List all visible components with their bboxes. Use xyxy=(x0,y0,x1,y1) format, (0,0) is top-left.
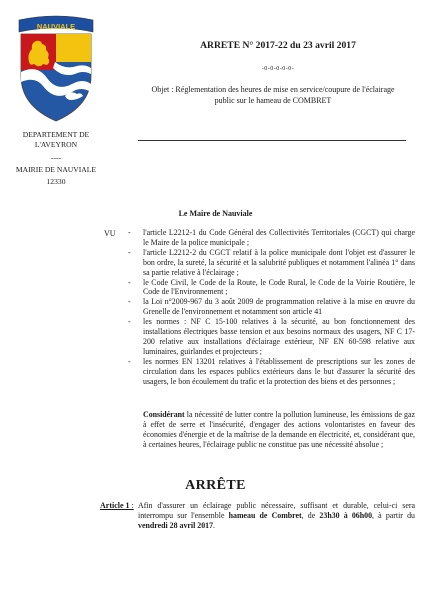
vu-label: VU xyxy=(104,229,116,238)
department-line2: L'AVEYRON xyxy=(34,139,78,149)
cutoff-hours: 23h30 à 06h00 xyxy=(319,511,373,520)
title-separator: -0-0-0-0-0- xyxy=(261,66,295,72)
effective-date: vendredi 28 avril 2017 xyxy=(138,521,214,530)
maire-title: Le Maire de Nauviale xyxy=(178,209,253,218)
bullet-dash: - xyxy=(128,297,131,307)
considerant-paragraph xyxy=(143,410,415,450)
header-rule xyxy=(138,140,406,141)
postal-code: 12330 xyxy=(46,177,66,187)
objet-line-2: public sur le hameau de COMBRET xyxy=(214,95,332,105)
considerant-keyword: Considérant xyxy=(143,410,185,419)
article-1-text: Afin d'assurer un éclairage public nécessaire, suffisant et durable, celui-ci sera interrompu sur l'ensemble hameau de Combret, de 23h30 à 06h00, à partir du vendredi 28 avril 2017. xyxy=(138,501,415,530)
bullet-dash: - xyxy=(128,277,131,287)
bullet-dash: - xyxy=(128,247,131,257)
article-1-label: Article 1 : xyxy=(100,501,134,510)
vu-item: - l'article L2212-1 du Code Général des Collectivités Territoriales (CGCT) qui charge le Maire de la police municipale ; xyxy=(128,228,415,247)
vu-list xyxy=(128,228,415,387)
nauviale-coat-of-arms xyxy=(17,14,95,124)
gold-quarter xyxy=(56,34,91,62)
mairie-name: MAIRIE DE NAUVIALE xyxy=(15,164,97,174)
bullet-dash: - xyxy=(128,317,131,327)
bullet-dash: - xyxy=(128,228,131,237)
vu-item: - les normes EN 13201 relatives à l'établissement de prescriptions sur les zones de circulation dans les espaces publics extérieurs dans le but d'assurer la sécurité des usagers, le bon écoulement du trafic et la protection des biens et des personnes ; xyxy=(128,356,415,386)
vu-item: - le Code Civil, le Code de la Route, le Code Rural, le Code de la Voirie Routière, le Code de l'Environnement ; xyxy=(128,277,415,297)
crest-banner-text: NAUVIALE xyxy=(36,22,76,31)
bullet-dash: - xyxy=(128,356,131,366)
issuer-divider: ---- xyxy=(50,153,62,163)
vu-item: - les normes : NF C 15-100 relatives à la sécurité, au bon fonctionnement des installations électriques basse tension et aux besoins normaux des usagers, NF C 17-200 relative aux installations d'éclairage extérieur, NF EN 60-598 relative aux luminaires, guirlandes et projecteurs ; xyxy=(128,317,415,356)
vu-item: - l'article L2212-2 du CGCT relatif à la police municipale dont l'objet est d'assurer le bon ordre, la sureté, la sécurité et la salubrité publiques et notamment l'alinéa 1° dans sa partie relative à l'éclairage ; xyxy=(128,247,415,277)
hamlet-name: hameau de Combret xyxy=(228,511,302,520)
objet-line-1: Objet : Réglementation des heures de mise en service/coupure de l'éclairage xyxy=(151,85,395,94)
arrete-heading: ARRÊTE xyxy=(185,478,246,493)
vu-item: - la Loi n°2009-967 du 3 août 2009 de programmation relative à la mise en œuvre du Grenelle de l'environnement et notamment son article 41 xyxy=(128,297,415,317)
arrete-number-title: ARRETE N° 2017-22 du 23 avril 2017 xyxy=(200,40,356,51)
objet-block xyxy=(118,85,428,106)
issuer-block xyxy=(0,130,112,187)
considerant-text: la nécessité de lutter contre la pollution lumineuse, les émissions de gaz à effet de serre et l'insécurité, d'engager des actions volontaristes en faveur des économies d'énergie et de la maîtrise de la demande en électricité, et, considérant que, à certaines heures, l'éclairage public ne constitue pas une nécessité absolue ; xyxy=(143,410,415,449)
department-line1: DEPARTEMENT DE xyxy=(22,130,90,139)
